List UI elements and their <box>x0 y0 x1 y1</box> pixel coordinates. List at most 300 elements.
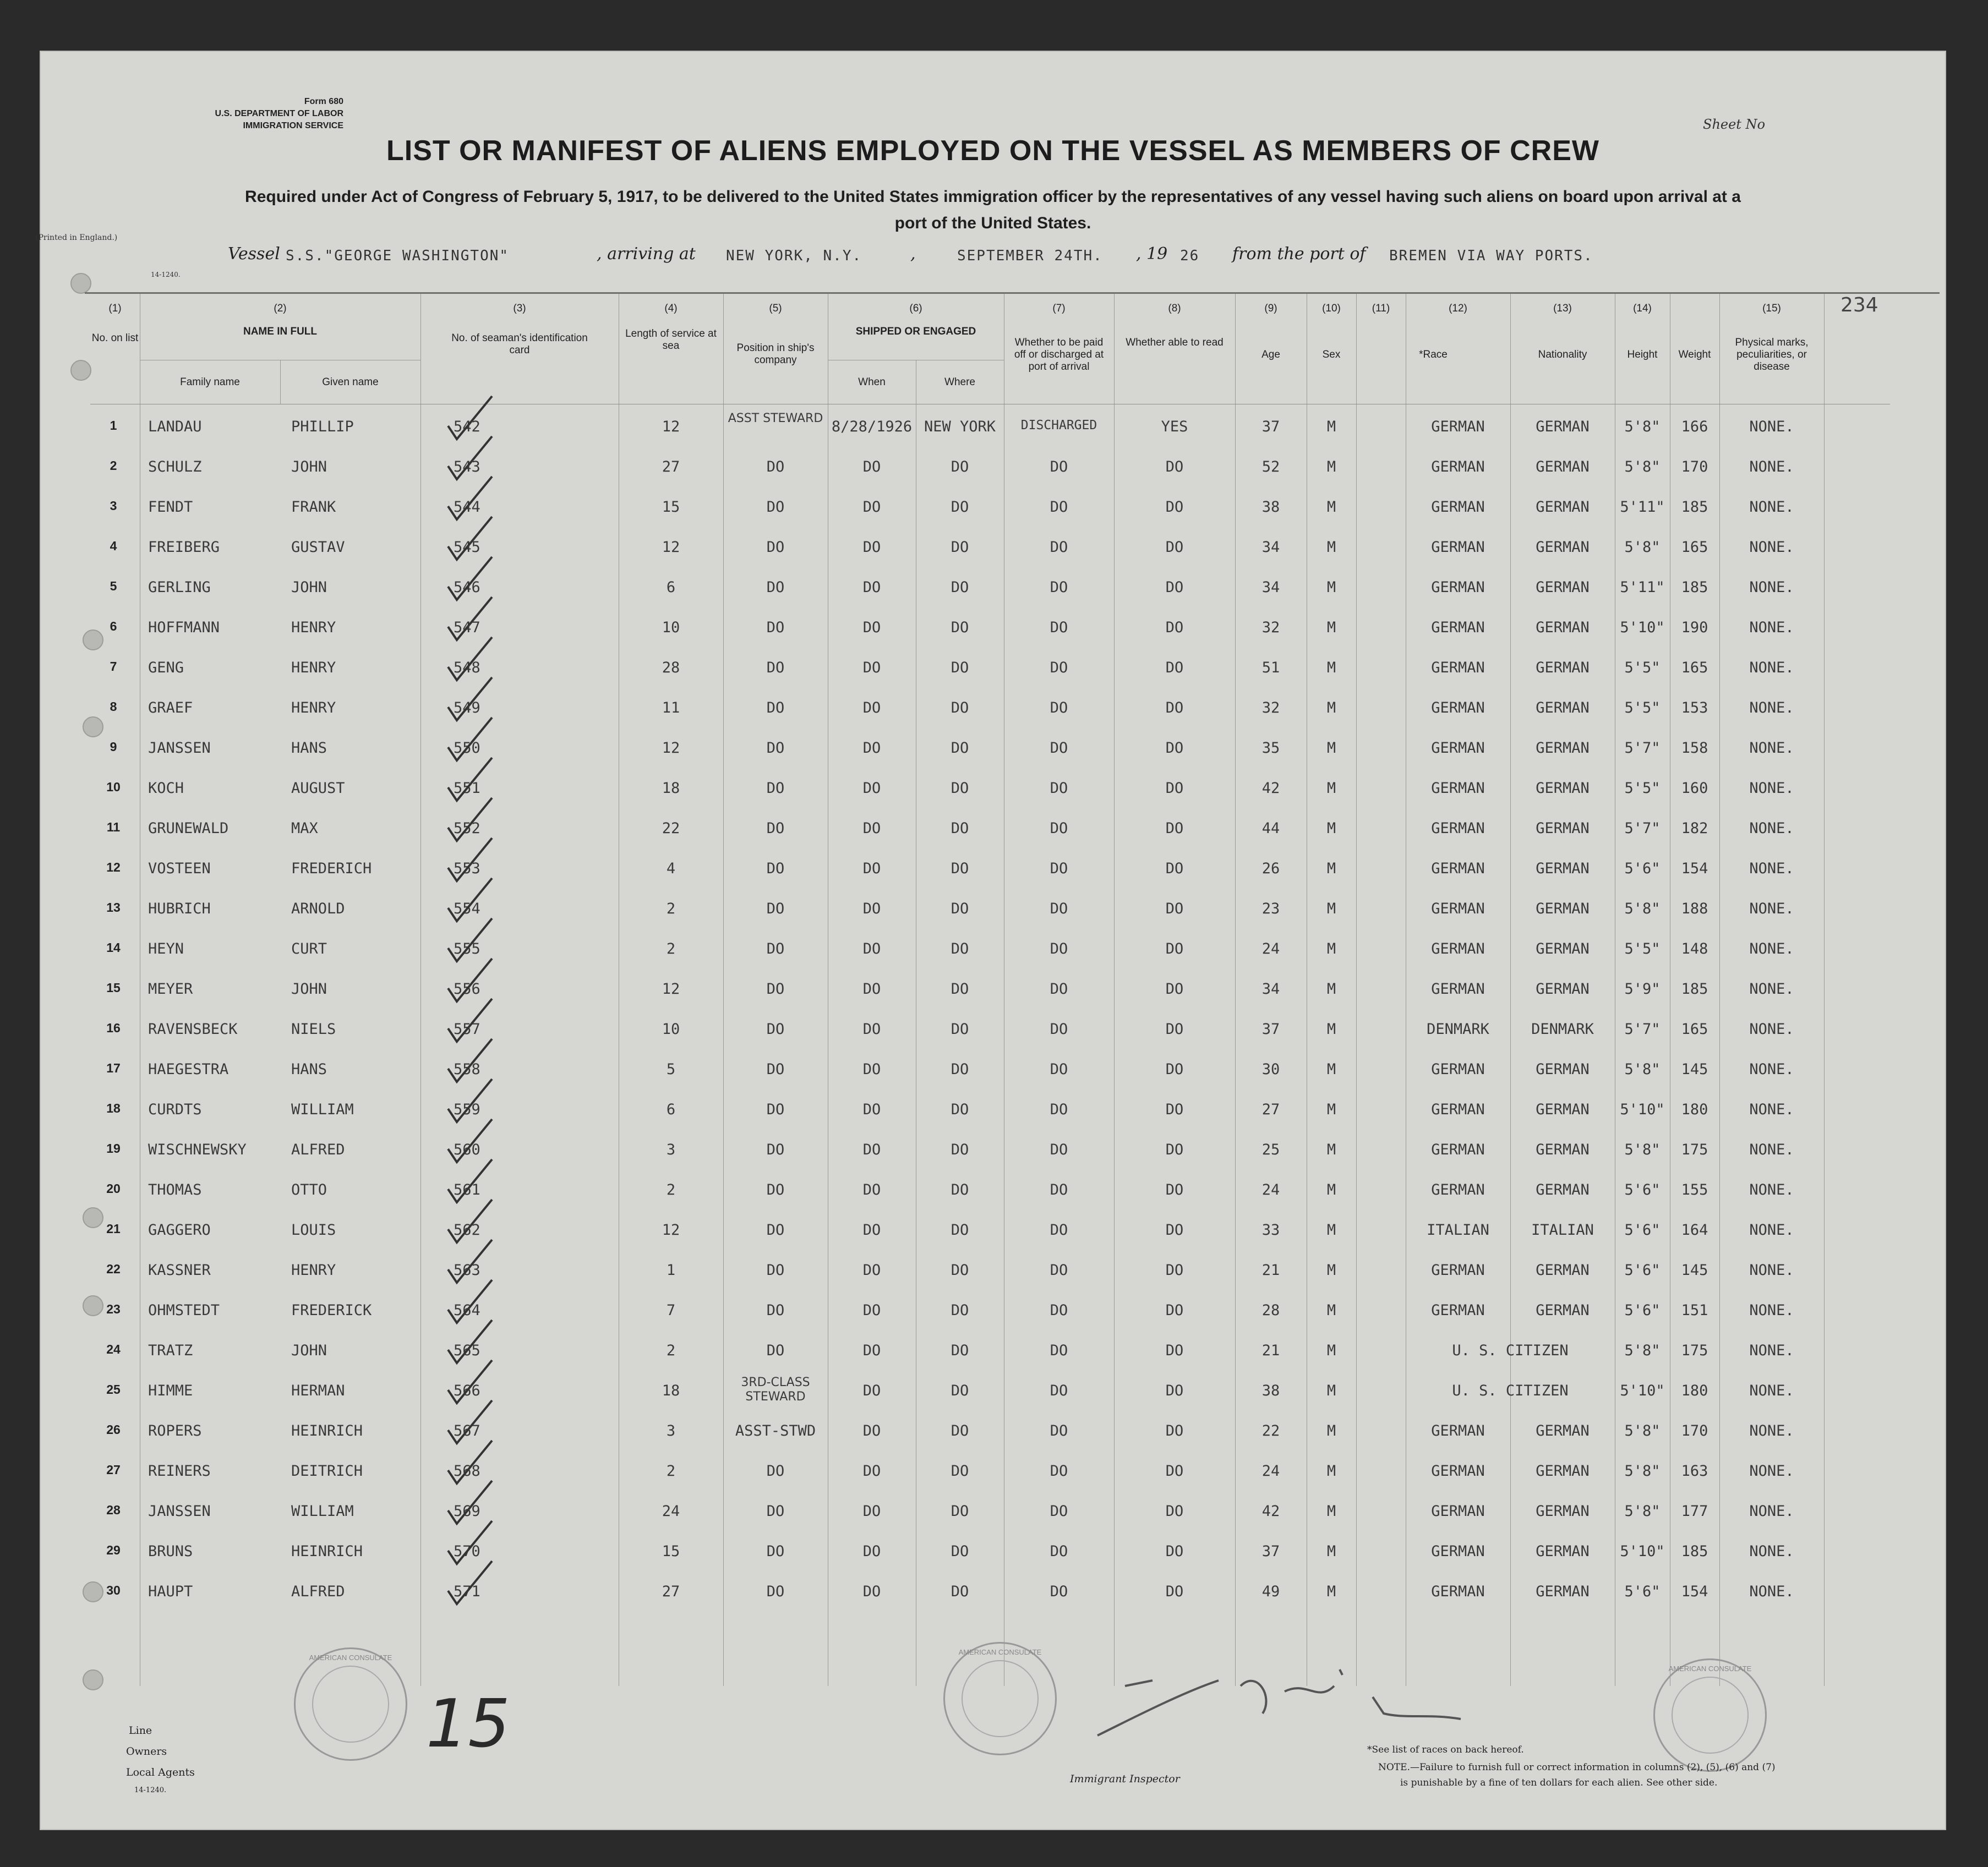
cell-sex: M <box>1326 1101 1336 1118</box>
cell-service: 22 <box>662 820 680 837</box>
cell-sex: M <box>1326 1181 1336 1198</box>
cell-age: 35 <box>1261 740 1280 757</box>
footer-owners-label: Owners <box>126 1745 167 1758</box>
cell-position: DO <box>766 1503 785 1520</box>
cell-nat: GERMAN <box>1536 1141 1590 1158</box>
cell-position: DO <box>766 740 785 757</box>
cell-when: DO <box>862 1422 881 1439</box>
cell-read: DO <box>1165 1222 1184 1239</box>
cell-card: 556 <box>454 981 480 998</box>
cell-height: 5'5" <box>1624 780 1661 797</box>
cell-card: 548 <box>454 659 480 676</box>
cell-weight: 175 <box>1681 1141 1708 1158</box>
cell-weight: 153 <box>1681 699 1708 716</box>
page-number: 234 <box>1840 294 1878 316</box>
cell-paid: DO <box>1050 981 1068 998</box>
cell-paid: DO <box>1050 619 1068 636</box>
cell-given: ALFRED <box>291 1583 345 1600</box>
cell-age: 32 <box>1261 619 1280 636</box>
manifest-sheet <box>35 51 1946 1830</box>
cell-given: JOHN <box>291 458 327 475</box>
cell-weight: 180 <box>1681 1382 1708 1399</box>
form-code: 14-1240. <box>151 271 181 278</box>
cell-marks: NONE. <box>1749 900 1794 917</box>
cell-position: DO <box>766 699 785 716</box>
cell-age: 37 <box>1261 418 1280 435</box>
cell-when: DO <box>862 579 881 596</box>
cell-service: 6 <box>666 579 676 596</box>
seal-text: AMERICAN CONSULATE <box>309 1654 392 1662</box>
cell-when: DO <box>862 780 881 797</box>
cell-when: DO <box>862 659 881 676</box>
cell-card: 563 <box>454 1262 480 1279</box>
cell-card: 544 <box>454 499 480 516</box>
cell-when: DO <box>862 619 881 636</box>
cell-given: WILLIAM <box>291 1101 354 1118</box>
cell-family: CURDTS <box>148 1101 202 1118</box>
row-number: 16 <box>106 1021 121 1035</box>
cell-family: MEYER <box>148 981 193 998</box>
cell-where: DO <box>951 1101 969 1118</box>
cell-age: 26 <box>1261 860 1280 877</box>
cell-given: NIELS <box>291 1021 336 1038</box>
cell-sex: M <box>1326 1222 1336 1239</box>
cell-race: U. S. CITIZEN <box>1452 1342 1569 1359</box>
cell-age: 32 <box>1261 699 1280 716</box>
row-number: 26 <box>106 1422 121 1437</box>
cell-sex: M <box>1326 1141 1336 1158</box>
cell-family: HOFFMANN <box>148 619 220 636</box>
cell-position: DO <box>766 780 785 797</box>
cell-family: LANDAU <box>148 418 202 435</box>
cell-read: DO <box>1165 740 1184 757</box>
page-title: LIST OR MANIFEST OF ALIENS EMPLOYED ON THE VESSEL AS MEMBERS OF CREW <box>386 135 1599 167</box>
cell-paid: DO <box>1050 458 1068 475</box>
cell-family: ROPERS <box>148 1422 202 1439</box>
cell-when: DO <box>862 860 881 877</box>
sheet-number-label: Sheet No <box>1703 117 1766 132</box>
vessel-name: S.S."GEORGE WASHINGTON" <box>286 248 510 264</box>
header-no-on-list: No. on list <box>91 332 139 344</box>
cell-weight: 154 <box>1681 1583 1708 1600</box>
cell-where: DO <box>951 740 969 757</box>
cell-race: U. S. CITIZEN <box>1452 1382 1569 1399</box>
cell-where: DO <box>951 900 969 917</box>
column-number: (10) <box>1322 303 1341 314</box>
cell-given: FRANK <box>291 499 336 516</box>
cell-sex: M <box>1326 1503 1336 1520</box>
cell-height: 5'8" <box>1624 900 1661 917</box>
cell-height: 5'8" <box>1624 418 1661 435</box>
cell-height: 5'5" <box>1624 940 1661 957</box>
cell-race: GERMAN <box>1431 900 1485 917</box>
cell-nat: GERMAN <box>1536 1302 1590 1319</box>
cell-read: DO <box>1165 619 1184 636</box>
cell-given: ARNOLD <box>291 900 345 917</box>
cell-read: DO <box>1165 1302 1184 1319</box>
cell-card: 557 <box>454 1021 480 1038</box>
row-number: 7 <box>110 659 117 674</box>
cell-height: 5'6" <box>1624 1181 1661 1198</box>
cell-sex: M <box>1326 981 1336 998</box>
cell-paid: DO <box>1050 659 1068 676</box>
cell-position: DO <box>766 1262 785 1279</box>
cell-family: WISCHNEWSKY <box>148 1141 247 1158</box>
cell-race: GERMAN <box>1431 780 1485 797</box>
cell-marks: NONE. <box>1749 1101 1794 1118</box>
cell-sex: M <box>1326 940 1336 957</box>
column-number: (13) <box>1553 303 1572 314</box>
page-subtitle <box>162 184 1824 237</box>
cell-paid: DO <box>1050 579 1068 596</box>
cell-family: OHMSTEDT <box>148 1302 220 1319</box>
cell-read: DO <box>1165 579 1184 596</box>
cell-card: 568 <box>454 1463 480 1480</box>
row-number: 6 <box>110 619 117 633</box>
cell-read: DO <box>1165 1422 1184 1439</box>
cell-height: 5'6" <box>1624 1583 1661 1600</box>
row-number: 17 <box>106 1061 121 1075</box>
cell-paid: DO <box>1050 1222 1068 1239</box>
cell-service: 15 <box>662 1543 680 1560</box>
cell-race: GERMAN <box>1431 740 1485 757</box>
row-number: 12 <box>106 860 121 874</box>
cell-race: GERMAN <box>1431 458 1485 475</box>
cell-paid: DO <box>1050 1382 1068 1399</box>
column-number: (6) <box>909 303 922 314</box>
cell-nat: GERMAN <box>1536 940 1590 957</box>
cell-card: 547 <box>454 619 480 636</box>
header-id-card: No. of seaman's identification card <box>451 332 588 356</box>
cell-read: DO <box>1165 1463 1184 1480</box>
cell-race: GERMAN <box>1431 981 1485 998</box>
arrival-port: NEW YORK, N.Y. <box>726 248 862 264</box>
cell-sex: M <box>1326 1342 1336 1359</box>
cell-paid: DO <box>1050 1342 1068 1359</box>
cell-weight: 163 <box>1681 1463 1708 1480</box>
row-number: 28 <box>106 1503 121 1517</box>
cell-weight: 188 <box>1681 900 1708 917</box>
cell-read: DO <box>1165 1141 1184 1158</box>
cell-marks: NONE. <box>1749 1543 1794 1560</box>
cell-height: 5'7" <box>1624 740 1661 757</box>
header-given-name: Given name <box>322 376 379 388</box>
subtitle-line: Required under Act of Congress of February 5, 1917, to be delivered to the United States immigration officer by the representatives of any vessel having such aliens on board upon arrival at a <box>245 188 1741 206</box>
cell-family: THOMAS <box>148 1181 202 1198</box>
consulate-seal-right <box>1653 1658 1767 1772</box>
cell-family: KASSNER <box>148 1262 211 1279</box>
footer-code: 14-1240. <box>134 1786 167 1794</box>
cell-given: OTTO <box>291 1181 327 1198</box>
cell-marks: NONE. <box>1749 1061 1794 1078</box>
header-shipped-engaged: SHIPPED OR ENGAGED <box>855 326 976 337</box>
cell-sex: M <box>1326 659 1336 676</box>
cell-family: HAUPT <box>148 1583 193 1600</box>
cell-race: GERMAN <box>1431 820 1485 837</box>
cell-height: 5'7" <box>1624 1021 1661 1038</box>
cell-weight: 145 <box>1681 1061 1708 1078</box>
cell-race: GERMAN <box>1431 699 1485 716</box>
row-number: 19 <box>106 1141 121 1156</box>
cell-read: DO <box>1165 1342 1184 1359</box>
cell-given: FREDERICK <box>291 1302 372 1319</box>
cell-card: 549 <box>454 699 480 716</box>
cell-sex: M <box>1326 1262 1336 1279</box>
cell-race: GERMAN <box>1431 940 1485 957</box>
cell-nat: DENMARK <box>1531 1021 1594 1038</box>
cell-where: DO <box>951 1021 969 1038</box>
cell-where: DO <box>951 1061 969 1078</box>
cell-nat: GERMAN <box>1536 1061 1590 1078</box>
cell-family: SCHULZ <box>148 458 202 475</box>
cell-when: DO <box>862 1342 881 1359</box>
cell-family: FENDT <box>148 499 193 516</box>
cell-where: DO <box>951 1463 969 1480</box>
cell-where: DO <box>951 1422 969 1439</box>
cell-paid: DO <box>1050 699 1068 716</box>
cell-weight: 185 <box>1681 579 1708 596</box>
row-number: 18 <box>106 1101 121 1115</box>
consulate-seal-center <box>943 1642 1057 1755</box>
cell-card: 550 <box>454 740 480 757</box>
cell-nat: GERMAN <box>1536 1543 1590 1560</box>
cell-marks: NONE. <box>1749 579 1794 596</box>
cell-position: DO <box>766 860 785 877</box>
cell-nat: GERMAN <box>1536 619 1590 636</box>
cell-where: DO <box>951 1583 969 1600</box>
cell-position: DO <box>766 1141 785 1158</box>
separator: , <box>910 244 916 264</box>
cell-position: ASST-STWD <box>735 1422 816 1439</box>
cell-weight: 180 <box>1681 1101 1708 1118</box>
cell-family: HIMME <box>148 1382 193 1399</box>
cell-family: TRATZ <box>148 1342 193 1359</box>
footer-note-line: NOTE.—Failure to furnish full or correct information in columns (2), (5), (6) and (7) <box>1378 1762 1776 1773</box>
cell-card: 542 <box>454 418 480 435</box>
cell-race: GERMAN <box>1431 579 1485 596</box>
cell-given: HEINRICH <box>291 1543 363 1560</box>
handwritten-total: 15 <box>426 1686 510 1762</box>
cell-age: 24 <box>1261 1463 1280 1480</box>
cell-card: 569 <box>454 1503 480 1520</box>
row-number: 1 <box>110 418 117 432</box>
cell-when: DO <box>862 1181 881 1198</box>
cell-read: DO <box>1165 1101 1184 1118</box>
cell-height: 5'8" <box>1624 1503 1661 1520</box>
cell-weight: 165 <box>1681 659 1708 676</box>
cell-position: 3RD-CLASS STEWARD <box>741 1376 810 1404</box>
cell-age: 52 <box>1261 458 1280 475</box>
column-number: (4) <box>664 303 678 314</box>
cell-position: DO <box>766 1021 785 1038</box>
cell-service: 28 <box>662 659 680 676</box>
cell-age: 34 <box>1261 539 1280 556</box>
cell-sex: M <box>1326 1382 1336 1399</box>
cell-paid: DO <box>1050 1061 1068 1078</box>
cell-nat: GERMAN <box>1536 1503 1590 1520</box>
departure-port: BREMEN VIA WAY PORTS. <box>1389 248 1593 264</box>
cell-age: 33 <box>1261 1222 1280 1239</box>
cell-height: 5'9" <box>1624 981 1661 998</box>
port-label: from the port of <box>1232 244 1366 264</box>
row-number: 4 <box>110 539 117 553</box>
arrival-date: SEPTEMBER 24TH. <box>957 248 1103 264</box>
cell-read: DO <box>1165 499 1184 516</box>
cell-race: ITALIAN <box>1427 1222 1489 1239</box>
cell-height: 5'6" <box>1624 1222 1661 1239</box>
cell-position: DO <box>766 1061 785 1078</box>
cell-sex: M <box>1326 900 1336 917</box>
cell-position: DO <box>766 820 785 837</box>
cell-race: GERMAN <box>1431 1543 1485 1560</box>
cell-where: DO <box>951 1382 969 1399</box>
cell-sex: M <box>1326 740 1336 757</box>
year-prefix: , 19 <box>1136 244 1168 264</box>
cell-marks: NONE. <box>1749 659 1794 676</box>
cell-where: DO <box>951 458 969 475</box>
cell-service: 18 <box>662 780 680 797</box>
row-number: 27 <box>106 1463 121 1477</box>
cell-where: DO <box>951 1503 969 1520</box>
cell-age: 30 <box>1261 1061 1280 1078</box>
cell-marks: NONE. <box>1749 1222 1794 1239</box>
cell-marks: NONE. <box>1749 1181 1794 1198</box>
cell-weight: 190 <box>1681 619 1708 636</box>
cell-marks: NONE. <box>1749 1382 1794 1399</box>
cell-nat: GERMAN <box>1536 780 1590 797</box>
cell-when: DO <box>862 539 881 556</box>
cell-height: 5'11" <box>1620 579 1665 596</box>
cell-age: 37 <box>1261 1021 1280 1038</box>
cell-height: 5'7" <box>1624 820 1661 837</box>
cell-race: GERMAN <box>1431 1061 1485 1078</box>
cell-position: DO <box>766 900 785 917</box>
cell-where: DO <box>951 780 969 797</box>
cell-paid: DO <box>1050 539 1068 556</box>
cell-height: 5'10" <box>1620 1382 1665 1399</box>
cell-when: DO <box>862 1382 881 1399</box>
footer-inspector-label: Immigrant Inspector <box>1070 1773 1180 1785</box>
row-number: 3 <box>110 499 117 513</box>
cell-height: 5'10" <box>1620 1101 1665 1118</box>
cell-where: DO <box>951 1222 969 1239</box>
cell-position: DO <box>766 1302 785 1319</box>
seal-text: AMERICAN CONSULATE <box>1668 1665 1752 1673</box>
cell-weight: 182 <box>1681 820 1708 837</box>
footer-line-label: Line <box>129 1724 152 1737</box>
row-number: 2 <box>110 458 117 473</box>
cell-family: KOCH <box>148 780 184 797</box>
cell-nat: GERMAN <box>1536 1101 1590 1118</box>
cell-service: 27 <box>662 1583 680 1600</box>
cell-card: 560 <box>454 1141 480 1158</box>
cell-read: DO <box>1165 1061 1184 1078</box>
cell-card: 543 <box>454 458 480 475</box>
cell-family: HAEGESTRA <box>148 1061 229 1078</box>
cell-read: DO <box>1165 539 1184 556</box>
cell-when: DO <box>862 1543 881 1560</box>
cell-race: GERMAN <box>1431 1101 1485 1118</box>
cell-read: DO <box>1165 1021 1184 1038</box>
cell-height: 5'8" <box>1624 1061 1661 1078</box>
cell-when: DO <box>862 1141 881 1158</box>
cell-when: DO <box>862 1222 881 1239</box>
cell-age: 37 <box>1261 1543 1280 1560</box>
cell-given: HENRY <box>291 1262 336 1279</box>
arriving-label: , arriving at <box>597 244 696 264</box>
cell-where: DO <box>951 860 969 877</box>
cell-given: MAX <box>291 820 318 837</box>
cell-age: 51 <box>1261 659 1280 676</box>
cell-paid: DO <box>1050 1181 1068 1198</box>
row-number: 22 <box>106 1262 121 1276</box>
cell-family: REINERS <box>148 1463 211 1480</box>
cell-race: DENMARK <box>1427 1021 1489 1038</box>
row-number: 21 <box>106 1222 121 1236</box>
cell-given: JOHN <box>291 1342 327 1359</box>
cell-card: 546 <box>454 579 480 596</box>
row-number: 15 <box>106 981 121 995</box>
cell-marks: NONE. <box>1749 1583 1794 1600</box>
cell-service: 12 <box>662 1222 680 1239</box>
form-identifier <box>112 96 343 132</box>
cell-age: 22 <box>1261 1422 1280 1439</box>
cell-when: DO <box>862 1302 881 1319</box>
cell-when: 8/28/1926 <box>831 418 913 435</box>
header-when: When <box>858 376 886 388</box>
cell-age: 28 <box>1261 1302 1280 1319</box>
cell-position: DO <box>766 619 785 636</box>
cell-service: 10 <box>662 1021 680 1038</box>
cell-service: 3 <box>666 1422 676 1439</box>
cell-family: RAVENSBECK <box>148 1021 238 1038</box>
cell-read: DO <box>1165 458 1184 475</box>
cell-position: DO <box>766 1101 785 1118</box>
cell-nat: GERMAN <box>1536 418 1590 435</box>
cell-card: 561 <box>454 1181 480 1198</box>
cell-position: DO <box>766 940 785 957</box>
cell-service: 2 <box>666 1463 676 1480</box>
cell-read: DO <box>1165 1382 1184 1399</box>
cell-age: 24 <box>1261 940 1280 957</box>
cell-sex: M <box>1326 1302 1336 1319</box>
cell-marks: NONE. <box>1749 1342 1794 1359</box>
cell-position: DO <box>766 579 785 596</box>
cell-where: DO <box>951 699 969 716</box>
cell-height: 5'11" <box>1620 499 1665 516</box>
column-rule <box>1824 294 1825 1686</box>
cell-read: DO <box>1165 981 1184 998</box>
cell-service: 12 <box>662 981 680 998</box>
cell-weight: 170 <box>1681 1422 1708 1439</box>
cell-age: 44 <box>1261 820 1280 837</box>
cell-height: 5'8" <box>1624 1141 1661 1158</box>
cell-nat: GERMAN <box>1536 1583 1590 1600</box>
cell-where: DO <box>951 940 969 957</box>
cell-sex: M <box>1326 499 1336 516</box>
cell-age: 42 <box>1261 1503 1280 1520</box>
cell-marks: NONE. <box>1749 740 1794 757</box>
column-number: (14) <box>1633 303 1652 314</box>
cell-sex: M <box>1326 1543 1336 1560</box>
cell-marks: NONE. <box>1749 820 1794 837</box>
column-number: (7) <box>1052 303 1066 314</box>
header-weight: Weight <box>1678 349 1711 360</box>
cell-weight: 164 <box>1681 1222 1708 1239</box>
cell-marks: NONE. <box>1749 619 1794 636</box>
cell-where: DO <box>951 1543 969 1560</box>
vessel-label: Vessel <box>228 244 280 264</box>
